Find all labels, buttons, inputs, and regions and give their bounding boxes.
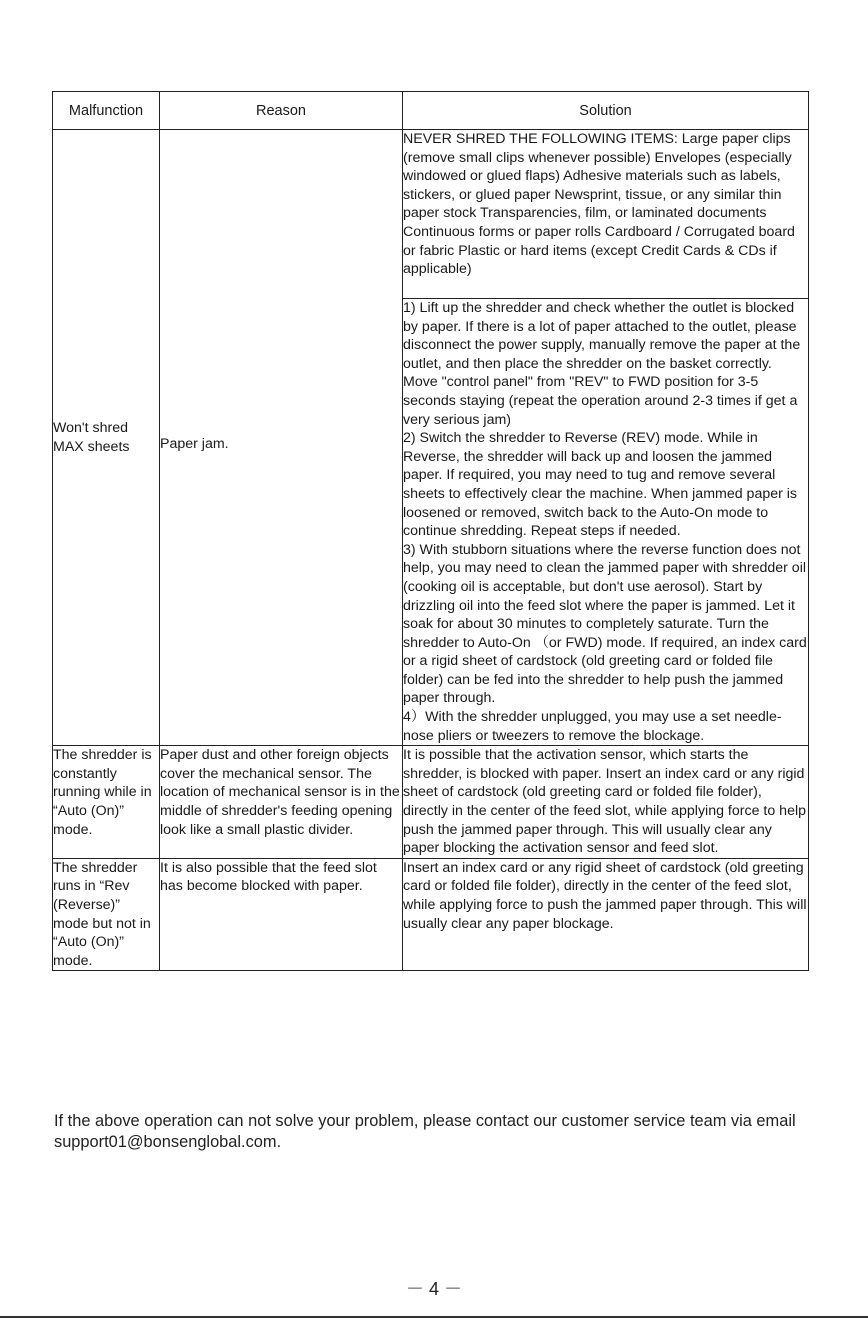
solution-cell xyxy=(403,746,809,859)
header-malfunction: Malfunction xyxy=(53,92,160,130)
contact-note: If the above operation can not solve your problem, please contact our customer service team via email support01@bonsenglobal.com. xyxy=(54,1112,796,1151)
solution-text: It is possible that the activation sensor, which starts the shredder, is blocked with paper. Insert an index card or any rigid sheet of cardstock (old greeting card or folded file folder), directly in the center of the feed slot, while applying force to help push the jammed paper through. This will usually clear any paper blocking the activation sensor and feed slot. xyxy=(403,747,806,857)
malfunction-text: The shredder runs in “Rev (Reverse)” mode but not in “Auto (On)” mode. xyxy=(53,859,151,969)
troubleshooting-table xyxy=(52,91,809,971)
solution-cell-steps xyxy=(403,299,809,746)
reason-cell xyxy=(160,130,403,746)
never-shred-text: NEVER SHRED THE FOLLOWING ITEMS: Large paper clips (remove small clips whenever possible) Envelopes (especially windowed or glued flaps) Adhesive materials such as labels, stickers, or glued paper Newsprint, tissue, or any similar thin paper stock Transparencies, film, or laminated documents Continuous forms or paper rolls Cardboard / Corrugated board or fabric Plastic or hard items (except Credit Cards & CDs if applicable) xyxy=(403,131,795,278)
solution-step-4: 4）With the shredder unplugged, you may use a set needle-nose pliers or tweezers to remove the blockage. xyxy=(403,709,782,744)
page-number: － 4 － xyxy=(405,1279,462,1299)
solution-text: Insert an index card or any rigid sheet of cardstock (old greeting card or folded file folder), directly in the center of the feed slot, while applying force to push the jammed paper through. This will usually clear any paper blockage. xyxy=(403,859,807,932)
malfunction-text: The shredder is constantly running while in “Auto (On)” mode. xyxy=(53,747,152,838)
header-reason: Reason xyxy=(160,92,403,130)
malfunction-cell xyxy=(53,130,160,746)
header-solution: Solution xyxy=(403,92,809,130)
solution-cell-never-shred xyxy=(403,130,809,299)
reason-cell xyxy=(160,746,403,859)
table-row xyxy=(53,858,809,971)
solution-step-1: 1) Lift up the shredder and check whether the outlet is blocked by paper. If there is a lot of paper attached to the outlet, please disconnect the power supply, manually remove the paper at the outlet, and then place the shredder on the basket correctly. Move "control panel" from "REV" to FWD position for 3-5 seconds staying (repeat the operation around 2-3 times if get a very serious jam) xyxy=(403,300,801,428)
table-row xyxy=(53,746,809,859)
reason-text: Paper jam. xyxy=(160,436,229,453)
solution-step-3: 3) With stubborn situations where the reverse function does not help, you may need to clean the jammed paper with shredder oil (cooking oil is acceptable, but don't use aerosol). Start by drizzling oil into the feed slot where the paper is jammed. Let it soak for about 30 minutes to completely saturate. Turn the shredder to Auto-On （or FWD) mode. If required, an index card or a rigid sheet of cardstock (old greeting card or folded file folder) can be fed into the shredder to help push the jammed paper through. xyxy=(403,541,807,707)
malfunction-cell xyxy=(53,746,160,859)
reason-cell xyxy=(160,858,403,971)
table-row xyxy=(53,130,809,299)
solution-cell xyxy=(403,858,809,971)
malfunction-text: Won't shred MAX sheets xyxy=(53,420,130,455)
table-header-row xyxy=(53,92,809,130)
reason-text: It is also possible that the feed slot has become blocked with paper. xyxy=(160,859,377,895)
solution-step-2: 2) Switch the shredder to Reverse (REV) mode. While in Reverse, the shredder will back up and loosen the jammed paper. If required, you may need to tug and remove several sheets to effectively clear the machine. When jammed paper is loosened or removed, switch back to the Auto-On mode to continue shredding. Repeat steps if needed. xyxy=(403,430,798,540)
reason-text: Paper dust and other foreign objects cover the mechanical sensor. The location of mechanical sensor is in the middle of shredder's feeding opening look like a small plastic divider. xyxy=(160,747,400,838)
malfunction-cell xyxy=(53,858,160,971)
